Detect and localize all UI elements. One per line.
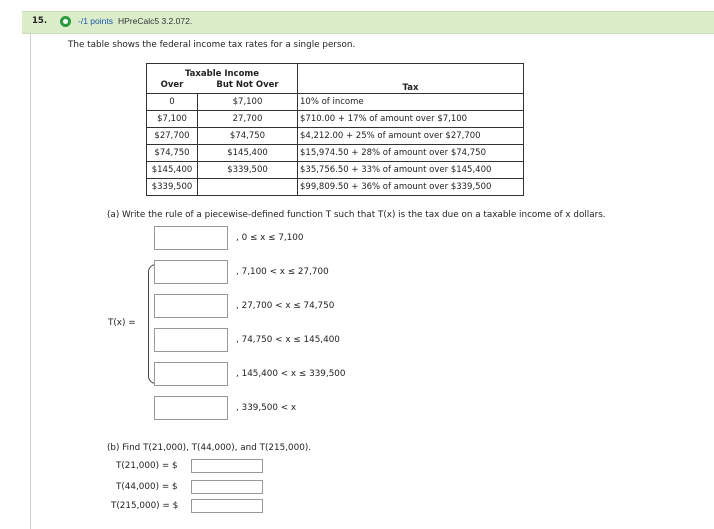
table-row (147, 111, 524, 128)
cell-tax: $99,809.50 + 36% of amount over $339,500 (298, 179, 524, 196)
intro-text: The table shows the federal income tax rates for a single person. (68, 40, 356, 50)
col-not-over-header: But Not Over (216, 80, 279, 90)
piece-condition-6: , 339,500 < x (236, 403, 297, 413)
piece-condition-2: , 7,100 < x ≤ 27,700 (236, 267, 329, 277)
cell-over: $74,750 (147, 145, 198, 162)
col-tax-header: Tax (298, 64, 524, 94)
status-radio-icon (60, 16, 71, 27)
cell-over: $145,400 (147, 162, 198, 179)
cell-tax: $710.00 + 17% of amount over $7,100 (298, 111, 524, 128)
t21000-label: T(21,000) = $ (116, 461, 178, 471)
t21000-input[interactable] (191, 459, 263, 473)
left-divider (30, 33, 31, 529)
piece-answer-input-2[interactable] (154, 260, 228, 284)
part-b-prompt: (b) Find T(21,000), T(44,000), and T(215,000). (107, 443, 312, 453)
cell-not-over: $74,750 (198, 128, 298, 145)
table-row (147, 162, 524, 179)
cell-tax: $4,212.00 + 25% of amount over $27,700 (298, 128, 524, 145)
cell-tax: $15,974.50 + 28% of amount over $74,750 (298, 145, 524, 162)
cell-not-over: $339,500 (198, 162, 298, 179)
t44000-label: T(44,000) = $ (116, 482, 178, 492)
cell-not-over: $145,400 (198, 145, 298, 162)
t215000-input[interactable] (191, 499, 263, 513)
question-number: 15. (32, 16, 48, 26)
piece-condition-4: , 74,750 < x ≤ 145,400 (236, 335, 340, 345)
table-row (147, 179, 524, 196)
table-row (147, 94, 524, 111)
cell-not-over: 27,700 (198, 111, 298, 128)
piece-answer-input-4[interactable] (154, 328, 228, 352)
points-link[interactable]: -/1 points (78, 16, 113, 26)
piece-condition-5: , 145,400 < x ≤ 339,500 (236, 369, 346, 379)
piece-answer-input-5[interactable] (154, 362, 228, 386)
part-a-prompt: (a) Write the rule of a piecewise-defined function T such that T(x) is the tax due on a taxable income of x dollars. (107, 210, 606, 220)
cell-not-over: $7,100 (198, 94, 298, 111)
taxable-income-label: Taxable Income (184, 69, 260, 79)
function-label: T(x) = (108, 318, 136, 328)
piece-condition-1: , 0 ≤ x ≤ 7,100 (236, 233, 304, 243)
piece-answer-input-6[interactable] (154, 396, 228, 420)
piece-condition-3: , 27,700 < x ≤ 74,750 (236, 301, 335, 311)
taxable-income-header (147, 64, 298, 94)
table-row (147, 128, 524, 145)
question-header (22, 11, 714, 34)
cell-over: 0 (147, 94, 198, 111)
question-source: HPreCalc5 3.2.072. (118, 16, 193, 26)
table-row (147, 145, 524, 162)
t44000-input[interactable] (191, 480, 263, 494)
cell-tax: $35,756.50 + 33% of amount over $145,400 (298, 162, 524, 179)
piece-answer-input-1[interactable] (154, 226, 228, 250)
t215000-label: T(215,000) = $ (111, 501, 179, 511)
cell-tax: 10% of income (298, 94, 524, 111)
cell-over: $27,700 (147, 128, 198, 145)
tax-rate-table (146, 63, 524, 196)
cell-over: $339,500 (147, 179, 198, 196)
col-over-header: Over (160, 80, 184, 90)
cell-not-over (198, 179, 298, 196)
piece-answer-input-3[interactable] (154, 294, 228, 318)
cell-over: $7,100 (147, 111, 198, 128)
